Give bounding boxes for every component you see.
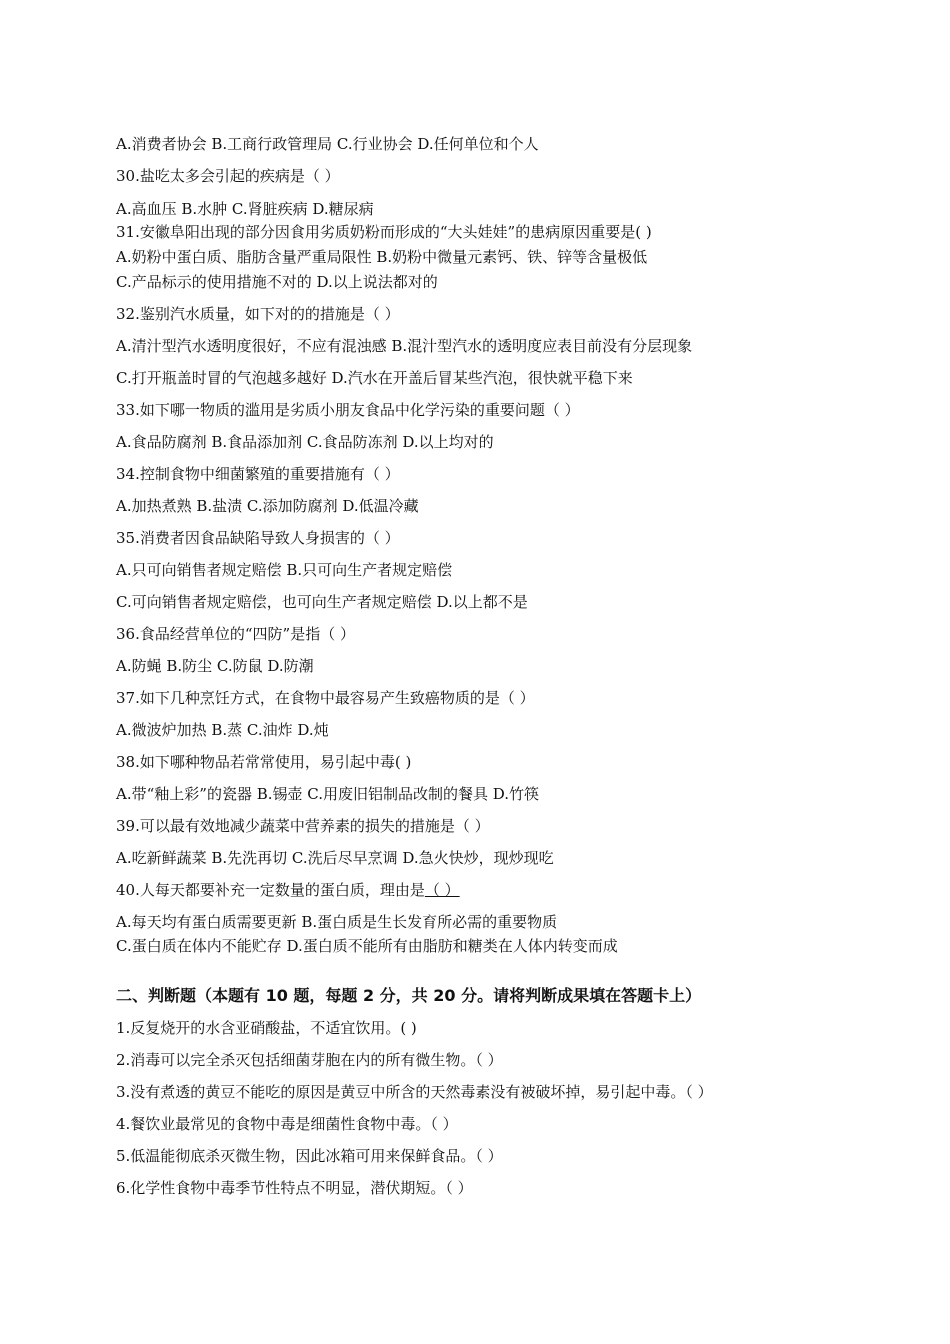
question-29-options: A.消费者协会 B.工商行政管理局 C.行业协会 D.任何单位和个人 [116,135,539,153]
question-31-text: 31.安徽阜阳出现的部分因食用劣质奶粉而形成的“大头娃娃”的患病原因重要是( ) [116,223,652,241]
question-34-options: A.加热煮熟 B.盐渍 C.添加防腐剂 D.低温冷藏 [116,497,419,515]
question-40-options-ab: A.每天均有蛋白质需要更新 B.蛋白质是生长发育所必需的重要物质 [116,913,558,931]
question-40-stem: 40.人每天都要补充一定数量的蛋白质，理由是 [116,881,425,899]
question-30-options: A.高血压 B.水肿 C.肾脏疾病 D.糖尿病 [116,200,374,218]
question-39-text: 39.可以最有效地减少蔬菜中营养素的损失的措施是（ ） [116,817,490,835]
question-32-options-cd: C.打开瓶盖时冒的气泡越多越好 D.汽水在开盖后冒某些汽泡，很快就平稳下来 [116,369,633,387]
question-33-text: 33.如下哪一物质的滥用是劣质小朋友食品中化学污染的重要问题（ ） [116,401,580,419]
judgment-item-1: 1.反复烧开的水含亚硝酸盐，不适宜饮用。( ) [116,1019,417,1037]
question-33-options: A.食品防腐剂 B.食品添加剂 C.食品防冻剂 D.以上均对的 [116,433,494,451]
question-37-text: 37.如下几种烹饪方式，在食物中最容易产生致癌物质的是（ ） [116,689,535,707]
judgment-item-3: 3.没有煮透的黄豆不能吃的原因是黄豆中所含的天然毒素没有被破坏掉，易引起中毒。（ ） [116,1083,713,1101]
judgment-item-5: 5.低温能彻底杀灭微生物，因此冰箱可用来保鲜食品。（ ） [116,1147,503,1165]
question-36-text: 36.食品经营单位的“四防”是指（ ） [116,625,355,643]
question-34-text: 34.控制食物中细菌繁殖的重要措施有（ ） [116,465,400,483]
question-36-options: A.防蝇 B.防尘 C.防鼠 D.防潮 [116,657,314,675]
question-35-options-ab: A.只可向销售者规定赔偿 B.只可向生产者规定赔偿 [116,561,453,579]
question-38-text: 38.如下哪种物品若常常使用，易引起中毒( ) [116,753,412,771]
question-32-options-ab: A.清汁型汽水透明度很好，不应有混浊感 B.混汁型汽水的透明度应表目前没有分层现象 [116,337,693,355]
question-35-options-cd: C.可向销售者规定赔偿，也可向生产者规定赔偿 D.以上都不是 [116,593,528,611]
question-35-text: 35.消费者因食品缺陷导致人身损害的（ ） [116,529,400,547]
judgment-item-4: 4.餐饮业最常见的食物中毒是细菌性食物中毒。（ ） [116,1115,458,1133]
section-heading: 二、判断题（本题有 10 题，每题 2 分，共 20 分。请将判断成果填在答题卡上） [116,986,702,1005]
document-page [116,0,916,1344]
answer-blank: （ ） [424,881,460,899]
question-31-options-ab: A.奶粉中蛋白质、脂肪含量严重局限性 B.奶粉中微量元素钙、铁、锌等含量极低 [116,248,648,266]
question-30-text: 30.盐吃太多会引起的疾病是（ ） [116,167,340,185]
question-31-options-cd: C.产品标示的使用措施不对的 D.以上说法都对的 [116,273,438,291]
question-32-text: 32.鉴别汽水质量，如下对的的措施是（ ） [116,305,400,323]
question-40-options-cd: C.蛋白质在体内不能贮存 D.蛋白质不能所有由脂肪和糖类在人体内转变而成 [116,937,618,955]
question-40-text [116,880,460,900]
judgment-item-6: 6.化学性食物中毒季节性特点不明显，潜伏期短。（ ） [116,1179,473,1197]
question-37-options: A.微波炉加热 B.蒸 C.油炸 D.炖 [116,721,329,739]
question-38-options: A.带“釉上彩”的瓷器 B.锡壶 C.用废旧铝制品改制的餐具 D.竹筷 [116,785,540,803]
judgment-item-2: 2.消毒可以完全杀灭包括细菌芽胞在内的所有微生物。（ ） [116,1051,503,1069]
question-39-options: A.吃新鲜蔬菜 B.先洗再切 C.洗后尽早烹调 D.急火快炒，现炒现吃 [116,849,554,867]
